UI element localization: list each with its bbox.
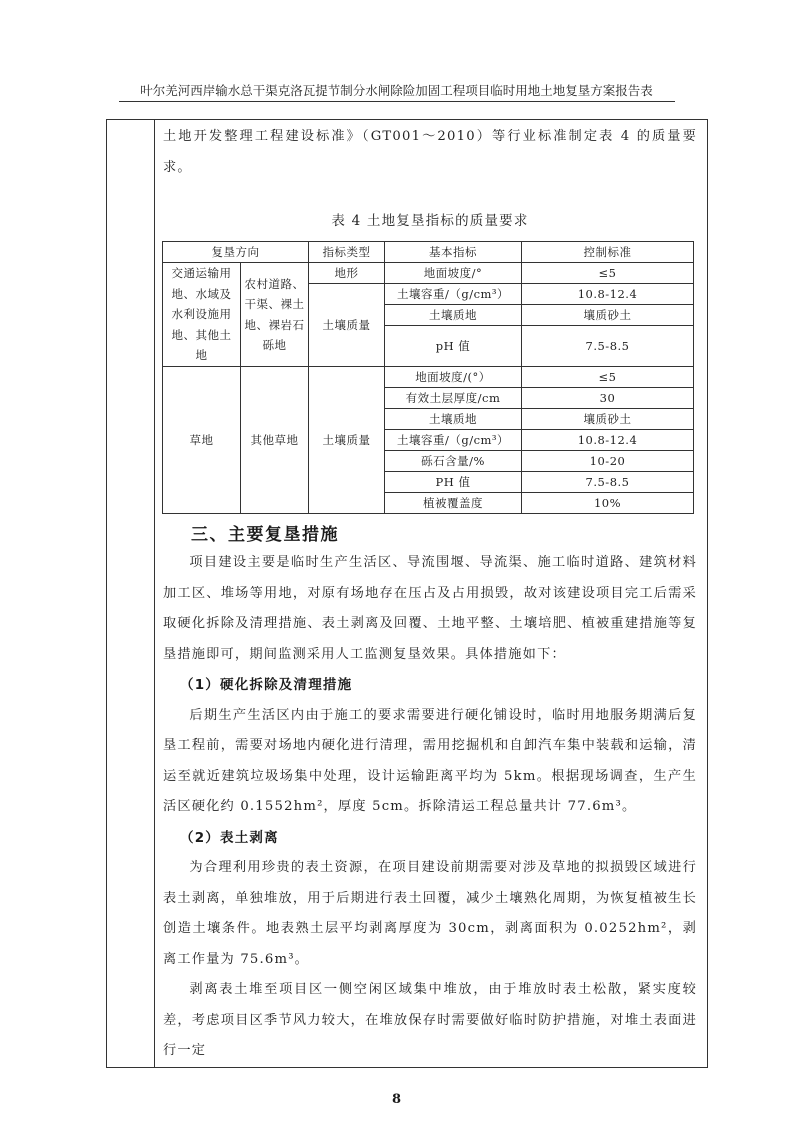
table-caption: 表 4 土地复垦指标的质量要求 [331, 213, 529, 229]
standard-cell: 30 [522, 388, 694, 409]
standard-cell: 10% [522, 493, 694, 514]
standard-cell: 壤质砂土 [522, 305, 694, 326]
section-intro: 项目建设主要是临时生产生活区、导流围堰、导流渠、施工临时道路、建筑材料加工区、堆场等用地，对原有场地存在压占及占用损毁，故对该建设项目完工后需采取硬化拆除及清理措施、表土剥离及回覆、土地平整、土壤培肥、植被重建措施等复垦措施即可，期间监测采用人工监测复垦效果。具体措施如下： [163, 555, 697, 662]
header-direction: 复垦方向 [163, 242, 309, 263]
indicator-cell: pH 值 [385, 326, 522, 367]
header-rule [119, 101, 675, 102]
table-row [163, 263, 694, 284]
indicator-cell: 土壤容重/（g/cm³） [385, 284, 522, 305]
table-header-row [163, 242, 694, 263]
form-frame [106, 119, 708, 1068]
group1-direction-a: 交通运输用地、水域及水利设施用地、其他土地 [163, 263, 241, 367]
table-row [163, 367, 694, 388]
header-standard: 控制标准 [522, 242, 694, 263]
page-number: 8 [391, 1092, 402, 1107]
subsection-2-title: （2）表土剥离 [180, 829, 279, 846]
group2-direction-a: 草地 [163, 367, 241, 514]
standard-cell: ≤5 [522, 367, 694, 388]
section-title: 三、主要复垦措施 [191, 525, 339, 545]
standard-cell: 10.8-12.4 [522, 284, 694, 305]
group1-direction-b: 农村道路、干渠、裸土地、裸岩石砾地 [241, 263, 309, 367]
indicator-cell: 砾石含量/% [385, 451, 522, 472]
indicator-cell: 土壤质地 [385, 305, 522, 326]
subsection-2-text-2: 剥离表土堆至项目区一侧空闲区域集中堆放，由于堆放时表土松散，紧实度较差，考虑项目区季节风力较大，在堆放保存时需要做好临时防护措施，对堆土表面进行一定 [163, 982, 697, 1058]
indicator-cell: PH 值 [385, 472, 522, 493]
standard-cell: 10.8-12.4 [522, 430, 694, 451]
running-header: 叶尔羌河西岸输水总干渠克洛瓦提节制分水闸除险加固工程项目临时用地土地复垦方案报告表 [140, 83, 653, 98]
standard-cell: ≤5 [522, 263, 694, 284]
subsection-1-text: 后期生产生活区内由于施工的要求需要进行硬化铺设时，临时用地服务期满后复垦工程前，需要对场地内硬化进行清理，需用挖掘机和自卸汽车集中装载和运输，清运至就近建筑垃圾场集中处理，设计运输距离平均为 5km。根据现场调查，生产生活区硬化约 0.1552hm²，厚度 5cm。拆除清运工程总量共计 77.6m³。 [163, 707, 697, 814]
indicator-cell: 土壤容重/（g/cm³） [385, 430, 522, 451]
subsection-1-title: （1）硬化拆除及清理措施 [180, 677, 353, 693]
indicator-cell: 地面坡度/° [385, 263, 522, 284]
header-type: 指标类型 [309, 242, 385, 263]
intro-line: 土地开发整理工程建设标准》（GT001～2010）等行业标准制定表 4 的质量要求。 [163, 129, 697, 175]
form-left-column [107, 120, 155, 1067]
standard-cell: 壤质砂土 [522, 409, 694, 430]
indicator-cell: 地面坡度/(°） [385, 367, 522, 388]
group2-type: 土壤质量 [309, 367, 385, 514]
indicator-cell: 有效土层厚度/cm [385, 388, 522, 409]
group1-type-soil: 土壤质量 [309, 284, 385, 367]
group2-direction-b: 其他草地 [241, 367, 309, 514]
standard-cell: 7.5-8.5 [522, 472, 694, 493]
form-content-column [155, 120, 707, 1067]
standard-cell: 7.5-8.5 [522, 326, 694, 367]
header-indicator: 基本指标 [385, 242, 522, 263]
indicator-cell: 土壤质地 [385, 409, 522, 430]
quality-table [162, 241, 694, 514]
indicator-cell: 植被覆盖度 [385, 493, 522, 514]
standard-cell: 10-20 [522, 451, 694, 472]
group1-type-terrain: 地形 [309, 263, 385, 284]
subsection-2-text-1: 为合理利用珍贵的表土资源，在项目建设前期需要对涉及草地的拟损毁区域进行表土剥离，单独堆放，用于后期进行表土回覆，减少土壤熟化周期，为恢复植被生长创造土壤条件。地表熟土层平均剥离厚度为 30cm，剥离面积为 0.0252hm²，剥离工作量为 75.6m³。 [163, 860, 697, 967]
